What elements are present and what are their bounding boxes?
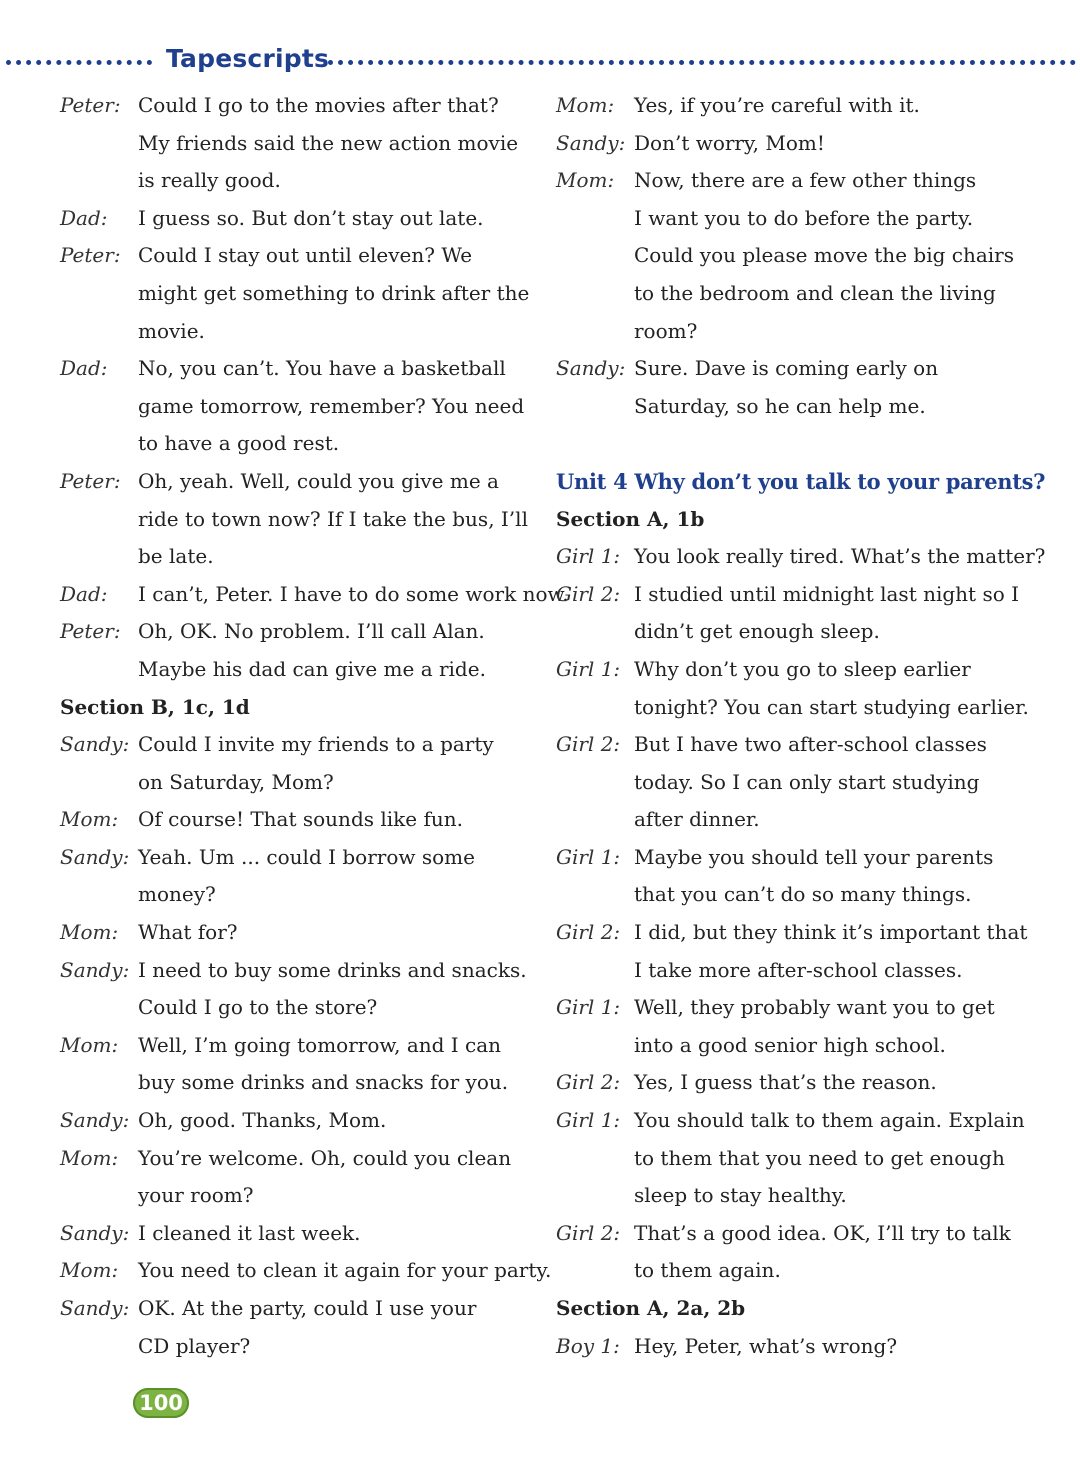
- dialogue-text: on Saturday, Mom?: [138, 769, 334, 794]
- section-heading: [60, 689, 530, 727]
- dialogue-line: [60, 425, 530, 463]
- dialogue-line: [556, 538, 1046, 576]
- dialogue-line: [60, 1328, 530, 1366]
- dialogue-line: [556, 87, 1026, 125]
- dialogue-text: Don’t worry, Mom!: [634, 130, 825, 155]
- speaker-label: Mom:: [60, 807, 119, 832]
- dialogue-line: [556, 1215, 1026, 1253]
- dialogue-line: [556, 313, 1026, 351]
- dialogue-line: [60, 350, 530, 388]
- dialogue-text: Now, there are a few other things: [634, 168, 977, 193]
- dialogue-line: [556, 275, 1026, 313]
- dialogue-text: That’s a good idea. OK, I’ll try to talk: [634, 1220, 1011, 1245]
- speaker-label: Sandy:: [60, 957, 130, 982]
- dialogue-line: [60, 726, 530, 764]
- speaker-label: Girl 1:: [556, 1108, 621, 1133]
- dialogue-line: [60, 538, 530, 576]
- dialogue-line: [60, 876, 530, 914]
- dialogue-text: game tomorrow, remember? You need: [138, 393, 525, 418]
- dialogue-line: [60, 651, 530, 689]
- section-heading: [556, 1290, 1026, 1328]
- dialogue-text: Could you please move the big chairs: [634, 243, 1014, 268]
- dialogue-line: [60, 914, 530, 952]
- speaker-label: Girl 2:: [556, 1070, 621, 1095]
- speaker-label: Sandy:: [60, 1220, 130, 1245]
- dialogue-line: [556, 1328, 1026, 1366]
- speaker-label: Peter:: [60, 619, 121, 644]
- dialogue-text: CD player?: [138, 1333, 251, 1358]
- dialogue-line: [556, 1252, 1026, 1290]
- section-heading: [556, 501, 1026, 539]
- dialogue-text: money?: [138, 882, 216, 907]
- dialogue-text: to have a good rest.: [138, 431, 340, 456]
- dialogue-text: Yes, if you’re careful with it.: [634, 93, 920, 117]
- dialogue-text: You should talk to them again. Explain: [634, 1108, 1025, 1133]
- speaker-label: Boy 1:: [556, 1333, 620, 1358]
- dialogue-line: [60, 1102, 530, 1140]
- header-title: Tapescripts: [166, 44, 330, 73]
- section-heading-text: Section B, 1c, 1d: [60, 694, 250, 719]
- dialogue-text: I want you to do before the party.: [634, 205, 974, 230]
- dialogue-line: [556, 1064, 1026, 1102]
- dialogue-line: [60, 162, 530, 200]
- dialogue-text: Well, I’m going tomorrow, and I can: [138, 1032, 502, 1057]
- dialogue-line: [60, 237, 530, 275]
- speaker-label: Girl 1:: [556, 656, 621, 681]
- dialogue-line: [556, 162, 1026, 200]
- dialogue-line: [60, 839, 530, 877]
- dialogue-text: might get something to drink after the: [138, 280, 530, 305]
- speaker-label: Mom:: [556, 93, 615, 117]
- speaker-label: Sandy:: [556, 130, 626, 155]
- dialogue-text: I can’t, Peter. I have to do some work now.: [138, 581, 569, 606]
- section-heading-text: Section A, 2a, 2b: [556, 1296, 746, 1320]
- dialogue-text: Oh, good. Thanks, Mom.: [138, 1108, 387, 1133]
- dialogue-line: [60, 87, 530, 125]
- dialogue-text: today. So I can only start studying: [634, 769, 980, 794]
- dialogue-text: No, you can’t. You have a basketball: [138, 356, 506, 381]
- dialogue-line: [60, 1177, 530, 1215]
- speaker-label: Mom:: [60, 1145, 119, 1170]
- blank-line: [556, 425, 1026, 463]
- dialogue-text: Could I stay out until eleven? We: [138, 243, 473, 268]
- speaker-label: Girl 2:: [556, 1220, 621, 1245]
- dialogue-line: [60, 200, 530, 238]
- dialogue-text: Yeah. Um ... could I borrow some: [138, 844, 475, 869]
- speaker-label: Girl 1:: [556, 844, 621, 869]
- dialogue-text: tonight? You can start studying earlier.: [634, 694, 1029, 719]
- dialogue-text: to them again.: [634, 1258, 781, 1283]
- speaker-label: Mom:: [556, 168, 615, 193]
- dialogue-text: to them that you need to get enough: [634, 1145, 1005, 1170]
- dialogue-text: Could I go to the movies after that?: [138, 93, 499, 117]
- dialogue-text: Why don’t you go to sleep earlier: [634, 656, 971, 681]
- dialogue-text: that you can’t do so many things.: [634, 882, 972, 907]
- dialogue-line: [556, 726, 1026, 764]
- dialogue-text: into a good senior high school.: [634, 1032, 946, 1057]
- dialogue-text: Oh, yeah. Well, could you give me a: [138, 468, 499, 493]
- dialogue-text: What for?: [138, 920, 238, 945]
- dialogue-line: [556, 1177, 1026, 1215]
- dialogue-text: Well, they probably want you to get: [634, 995, 995, 1020]
- dialogue-text: room?: [634, 318, 698, 343]
- dialogue-line: [556, 914, 1026, 952]
- dialogue-line: [60, 576, 569, 614]
- dialogue-line: [556, 952, 1026, 990]
- dialogue-line: [60, 501, 530, 539]
- dialogue-line: [556, 1027, 1026, 1065]
- dialogue-text: after dinner.: [634, 807, 760, 832]
- speaker-label: Sandy:: [556, 356, 626, 381]
- dialogue-text: didn’t get enough sleep.: [634, 619, 880, 644]
- speaker-label: Girl 2:: [556, 732, 621, 757]
- dialogue-text: Yes, I guess that’s the reason.: [634, 1070, 937, 1095]
- section-heading-text: Section A, 1b: [556, 506, 705, 531]
- dialogue-line: [60, 1140, 530, 1178]
- dialogue-text: Maybe you should tell your parents: [634, 844, 994, 869]
- dialogue-text: I studied until midnight last night so I: [634, 581, 1019, 606]
- dialogue-line: [556, 200, 1026, 238]
- left-column: [60, 87, 569, 1365]
- dialogue-text: Maybe his dad can give me a ride.: [138, 656, 486, 681]
- dialogue-line: [556, 876, 1026, 914]
- dialogue-text: You need to clean it again for your party.: [138, 1258, 552, 1283]
- dialogue-line: [60, 989, 530, 1027]
- dialogue-line: [556, 237, 1026, 275]
- dialogue-text: ride to town now? If I take the bus, I’ll: [138, 506, 528, 531]
- unit-title-text: Unit 4 Why don’t you talk to your parents?: [556, 468, 1046, 494]
- dialogue-text: Saturday, so he can help me.: [634, 393, 926, 418]
- speaker-label: Mom:: [60, 1258, 119, 1283]
- dialogue-line: [556, 689, 1029, 727]
- dialogue-text: You’re welcome. Oh, could you clean: [138, 1145, 512, 1170]
- dialogue-line: [60, 801, 530, 839]
- dialogue-text: movie.: [138, 318, 205, 343]
- dialogue-line: [556, 839, 1026, 877]
- speaker-label: Dad:: [60, 356, 108, 381]
- speaker-label: Sandy:: [60, 1108, 130, 1133]
- dialogue-text: Of course! That sounds like fun.: [138, 807, 463, 832]
- dialogue-line: [60, 1027, 530, 1065]
- dialogue-text: is really good.: [138, 168, 281, 193]
- dialogue-text: buy some drinks and snacks for you.: [138, 1070, 509, 1095]
- speaker-label: Girl 2:: [556, 920, 621, 945]
- speaker-label: Peter:: [60, 93, 121, 117]
- dialogue-line: [60, 275, 530, 313]
- dialogue-text: I guess so. But don’t stay out late.: [138, 205, 484, 230]
- dialogue-text: I did, but they think it’s important that: [634, 920, 1028, 945]
- speaker-label: Sandy:: [60, 844, 130, 869]
- speaker-label: Dad:: [60, 205, 108, 230]
- dialogue-text: your room?: [138, 1183, 254, 1208]
- dialogue-line: [60, 125, 530, 163]
- dialogue-line: [60, 463, 530, 501]
- dialogue-line: [60, 1215, 530, 1253]
- dialogue-line: [556, 801, 1026, 839]
- dialogue-line: [60, 613, 530, 651]
- dialogue-line: [556, 1140, 1026, 1178]
- dialogue-line: [60, 313, 530, 351]
- dialogue-line: [556, 613, 1026, 651]
- dialogue-line: [556, 989, 1026, 1027]
- dialogue-text: Hey, Peter, what’s wrong?: [634, 1333, 898, 1358]
- dialogue-line: [556, 764, 1026, 802]
- dialogue-line: [60, 952, 530, 990]
- dialogue-text: I cleaned it last week.: [138, 1220, 361, 1245]
- dialogue-text: to the bedroom and clean the living: [634, 280, 996, 305]
- dialogue-text: Sure. Dave is coming early on: [634, 356, 939, 381]
- dialogue-line: [556, 350, 1026, 388]
- dialogue-text: Could I go to the store?: [138, 995, 378, 1020]
- dialogue-line: [60, 1252, 552, 1290]
- speaker-label: Sandy:: [60, 732, 130, 757]
- dialogue-text: I take more after-school classes.: [634, 957, 963, 982]
- dialogue-line: [556, 1102, 1026, 1140]
- page-header: [0, 44, 1080, 78]
- dialogue-line: [556, 388, 1026, 426]
- right-column: [556, 87, 1046, 1365]
- speaker-label: Peter:: [60, 468, 121, 493]
- speaker-label: Girl 1:: [556, 995, 621, 1020]
- dialogue-line: [556, 576, 1026, 614]
- dialogue-text: Could I invite my friends to a party: [138, 732, 494, 757]
- dialogue-text: My friends said the new action movie: [138, 130, 519, 155]
- speaker-label: Sandy:: [60, 1296, 130, 1320]
- dialogue-text: sleep to stay healthy.: [634, 1183, 847, 1208]
- speaker-label: Girl 1:: [556, 544, 621, 569]
- dialogue-text: Oh, OK. No problem. I’ll call Alan.: [138, 619, 485, 644]
- dialogue-line: [60, 388, 530, 426]
- dialogue-line: [60, 1064, 530, 1102]
- dialogue-text: But I have two after-school classes: [634, 732, 987, 757]
- header-dots-right: [328, 60, 1076, 65]
- speaker-label: Mom:: [60, 1032, 119, 1057]
- dialogue-text: be late.: [138, 544, 214, 569]
- speaker-label: Mom:: [60, 920, 119, 945]
- unit-title: [556, 463, 1046, 501]
- dialogue-line: [60, 764, 530, 802]
- dialogue-line: [556, 651, 1026, 689]
- speaker-label: Peter:: [60, 243, 121, 268]
- dialogue-text: OK. At the party, could I use your: [138, 1296, 477, 1320]
- speaker-label: Girl 2:: [556, 581, 621, 606]
- dialogue-text: I need to buy some drinks and snacks.: [138, 957, 527, 982]
- dialogue-line: [60, 1290, 530, 1328]
- speaker-label: Dad:: [60, 581, 108, 606]
- dialogue-line: [556, 125, 1026, 163]
- page-number: 100: [133, 1388, 189, 1418]
- header-dots-left: [6, 60, 152, 65]
- dialogue-text: You look really tired. What’s the matter?: [634, 544, 1046, 569]
